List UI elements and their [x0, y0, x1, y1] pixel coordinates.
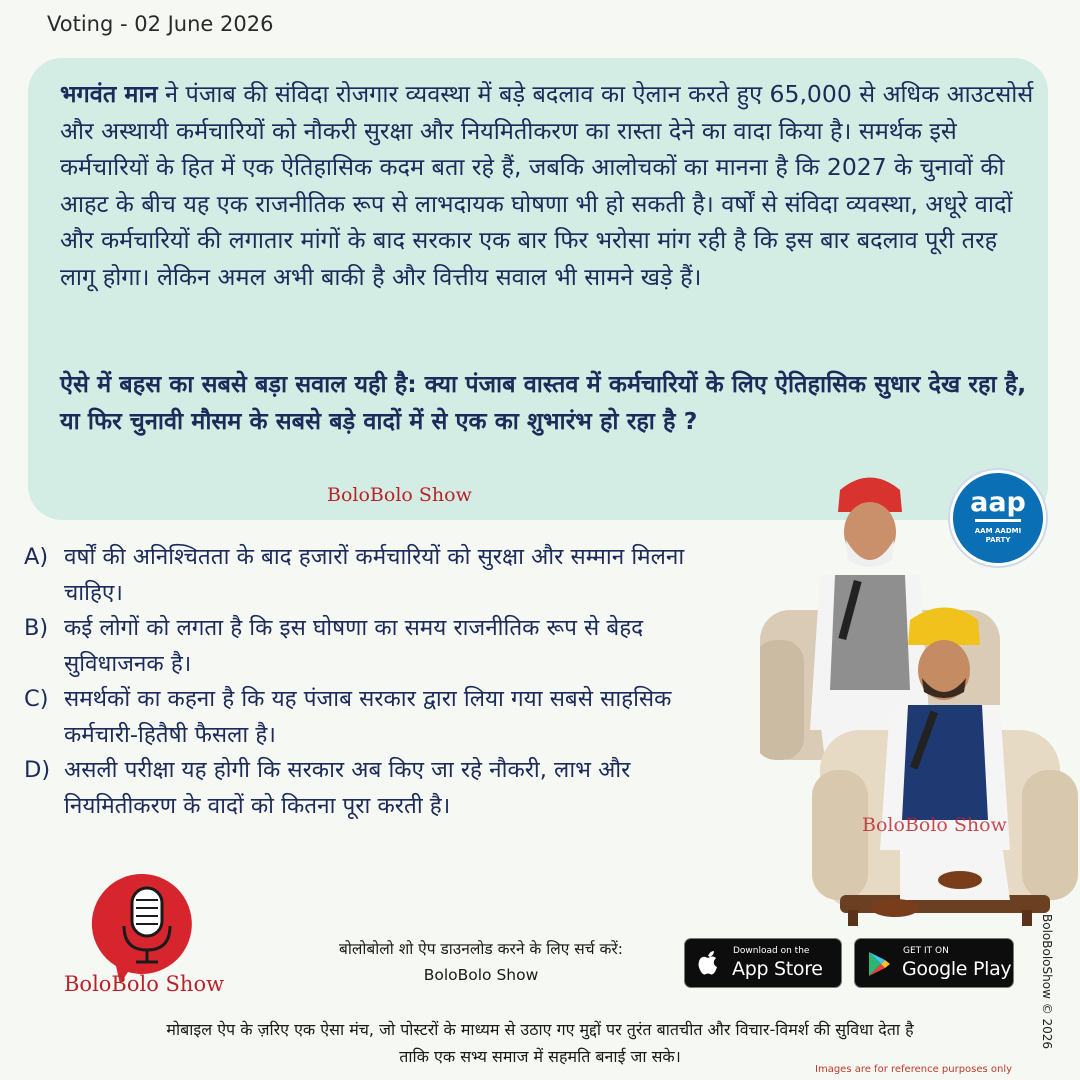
download-prompt-text: बोलोबोलो शो ऐप डाउनलोड करने के लिए सर्च करें: — [339, 940, 623, 958]
copyright: BoloBoloShow © 2026 — [1040, 914, 1054, 1050]
google-play-button[interactable] — [854, 938, 1014, 988]
aap-logo-line1: AAM AADMI — [974, 527, 1022, 535]
option-a[interactable] — [24, 540, 744, 611]
download-prompt — [296, 936, 666, 988]
aap-logo — [950, 470, 1046, 566]
apple-icon — [697, 950, 719, 976]
footer-description — [30, 1016, 1050, 1070]
question-highlight: ऐसे में बहस का सबसे बड़ा सवाल यही है: क्या पंजाब वास्तव में कर्मचारियों के लिए ऐतिहासिक सुधार देख रहा है, या फिर चुनावी मौसम के सबसे बड़े वादों में से एक का शुभारंभ हो रहा है ? — [60, 370, 1027, 435]
footer-line-1: मोबाइल ऐप के ज़रिए एक ऐसा मंच, जो पोस्टरों के माध्यम से उठाए गए मुद्दों पर तुरंत बातचीत और विचार-विमर्श की सुविधा देता है — [166, 1020, 914, 1039]
option-text: समर्थकों का कहना है कि यह पंजाब सरकार द्वारा लिया गया सबसे साहसिक कर्मचारी-हितैषी फैसला है। — [64, 686, 672, 748]
option-text: कई लोगों को लगता है कि इस घोषणा का समय राजनीतिक रूप से बेहद सुविधाजनक है। — [64, 615, 644, 677]
option-letter: D) — [24, 757, 51, 783]
option-letter: A) — [24, 544, 49, 570]
brand-name: BoloBolo Show — [64, 972, 225, 996]
app-store-big: App Store — [732, 958, 823, 980]
aap-logo-mark: aap — [970, 487, 1026, 518]
option-letter: C) — [24, 686, 49, 712]
google-play-icon — [867, 951, 891, 977]
option-text: असली परीक्षा यह होगी कि सरकार अब किए जा रहे नौकरी, लाभ और नियमितीकरण के वादों को कितना पूरा करती है। — [64, 757, 631, 819]
aap-logo-subtitle — [953, 527, 1043, 545]
google-play-big: Google Play — [902, 958, 1012, 980]
option-b[interactable] — [24, 611, 744, 682]
app-store-button[interactable] — [684, 938, 842, 988]
question-lead-name: भगवंत मान — [60, 80, 158, 108]
app-store-small: Download on the — [733, 946, 810, 956]
disclaimer: Images are for reference purposes only — [815, 1064, 1013, 1075]
download-search-term: BoloBolo Show — [423, 966, 539, 984]
question-text — [60, 76, 1035, 296]
photo-watermark: BoloBolo Show — [862, 814, 1007, 836]
option-text: वर्षों की अनिश्चितता के बाद हजारों कर्मचारियों को सुरक्षा और सम्मान मिलना चाहिए। — [64, 544, 685, 606]
option-d[interactable] — [24, 753, 744, 824]
options-list — [24, 540, 744, 824]
question-body: ने पंजाब की संविदा रोजगार व्यवस्था में बड़े बदलाव का ऐलान करते हुए 65,000 से अधिक आउटसोर्स और अस्थायी कर्मचारियों को नौकरी सुरक्षा और नियमितीकरण का रास्ता देने का वादा किया है। समर्थक इसे कर्मचारियों के हित में एक ऐतिहासिक कदम बता रहे हैं, जबकि आलोचकों का मानना है कि 2027 के चुनावों की आहट के बीच यह एक राजनीतिक रूप से लाभदायक घोषणा भी हो सकती है। वर्षों से संविदा व्यवस्था, अधूरे वादों और कर्मचारियों की लगातार मांगों के बाद सरकार एक बार फिर भरोसा मांग रही है कि इस बार बदलाव पूरी तरह लागू होगा। लेकिन अमल अभी बाकी है और वित्तीय सवाल भी सामने खड़े हैं। — [60, 80, 1034, 291]
option-c[interactable] — [24, 682, 744, 753]
card-watermark: BoloBolo Show — [327, 484, 472, 506]
voting-date: Voting - 02 June 2026 — [47, 12, 274, 36]
option-letter: B) — [24, 615, 49, 641]
aap-logo-line2: PARTY — [985, 536, 1011, 544]
footer-line-2: ताकि एक सभ्य समाज में सहमति बनाई जा सके। — [399, 1047, 681, 1066]
google-play-small: GET IT ON — [903, 946, 949, 956]
broom-icon — [975, 519, 1021, 522]
